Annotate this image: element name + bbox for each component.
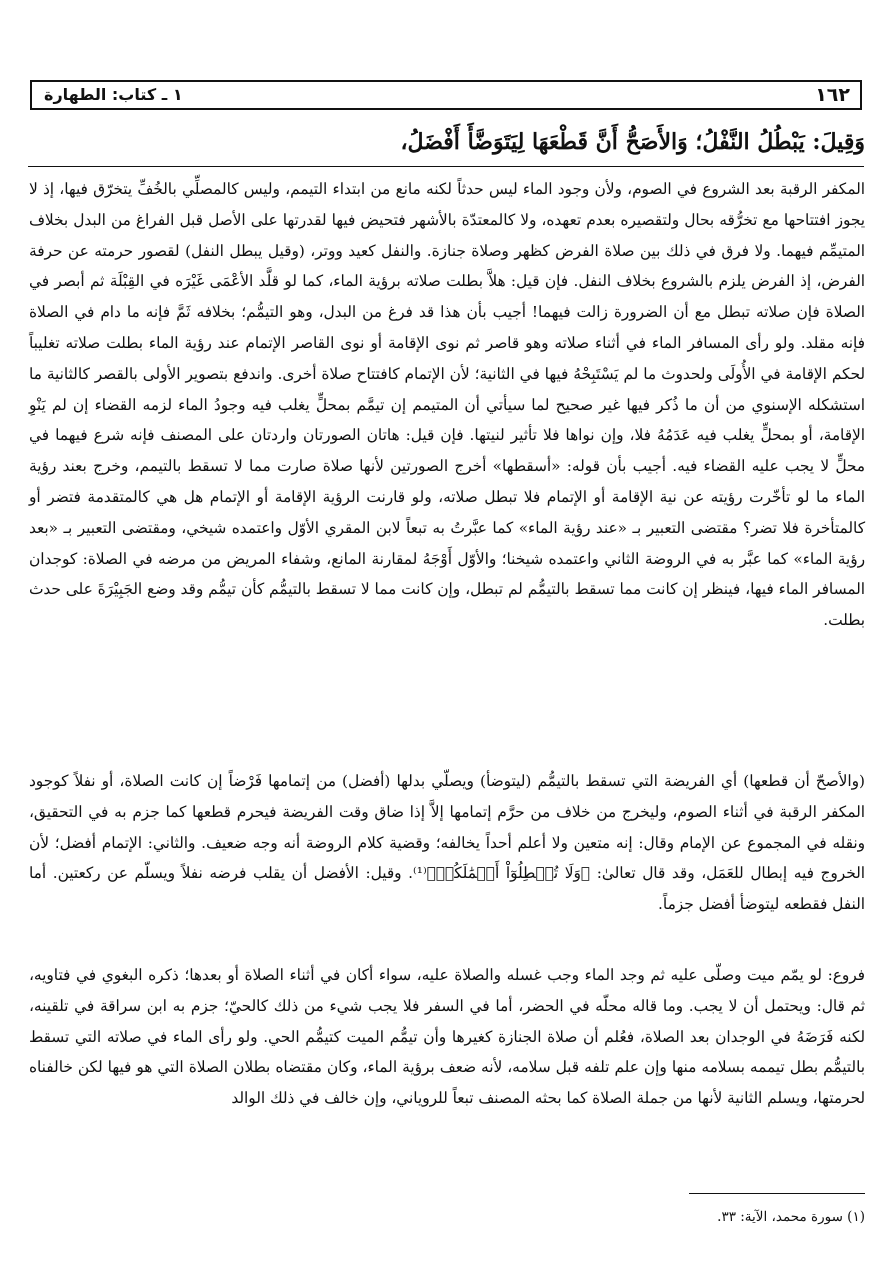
commentary-paragraph-3: فروع: لو يمّم ميت وصلّى عليه ثم وجد الماء وجب غسله والصلاة عليه، سواء أكان في أثناء الصلاة أو بعدها؛ ذكره البغوي في فتاويه، ثم قال: ويحتمل أن لا يجب. وما قاله محلّه في الحضر، أما في السفر فلا يجب شيء من ذلك كالحيّ؛ جزم به ابن سراقة في تلقينه، لكنه فَرَضَهُ في الوجدان بعد الصلاة، فعُلم أن صلاة الجنازة كغيرها وأن تيمُّم الميت كتيمُّم الحي. ولو رأى الماء في صلاته التي تسقط بالتيمُّم بطل تيممه بسلامه منها وإن علم تلفه قبل سلامه، لأنه ضعف برؤية الماء، وكان مقتضاه بطلان الصلاة التي هو فيها لكن خالفناه لحرمتها، ويسلم الثانية لأنها من جملة الصلاة كما بحثه المصنف تبعاً للروياني، وإن خالف في ذلك الوالد bbox=[29, 966, 865, 1108]
matn-divider bbox=[28, 166, 864, 167]
footnote-divider bbox=[689, 1193, 865, 1194]
footnote: (١) سورة محمد، الآية: ٣٣. bbox=[717, 1209, 865, 1225]
book-title: ١ ـ كتاب: الطهارة bbox=[44, 85, 183, 104]
commentary-paragraph-2: (والأصحّ أن قطعها) أي الفريضة التي تسقط بالتيمُّم (ليتوضأ) ويصلّي بدلها (أفضل) من إتمامها فَرْضاً إن كانت الصلاة، أو نفلاً كوجود المكفر الرقبة في أثناء الصوم، وليخرج من خلاف من حرَّم إتمامها إلاَّ إذا ضاق وقت الفريضة فيحرم قطعها كما جزم به في التحقيق، ونقله في المجموع عن الإمام وقال: إنه متعين ولا أعلم أحداً يخالفه؛ وقضية كلام الروضة أنه وجه ضعيف. والثاني: الإتمام أفضل؛ لأن الخروج فيه إبطال للعَمَل، وقد قال تعالىٰ: ﴿وَلَا تُبۡطِلُوٓاْ أَعۡمَٰلَكُمۡ﴾⁽¹⁾. وقيل: الأفضل أن يقلب فرضه نفلاً ويسلّم عن ركعتين. أما النفل فقطعه ليتوضأ أفضل جزماً. bbox=[29, 772, 865, 914]
commentary-paragraph-1: المكفر الرقبة بعد الشروع في الصوم، ولأن وجود الماء ليس حدثاً لكنه مانع من ابتداء التيمم، وليس كالمصلِّي بالخُفِّ يتخرّق فيها، إذ لا يجوز افتتاحها مع تخرُّقه بحال ولتقصيره بعدم تعهده، ولا كالمعتدّة بالأشهر فتحيض فيها لقدرتها على الأصل قبل الفراغ من البدل بخلاف المتيمِّم فيهما. ولا فرق في ذلك بين صلاة الفرض كظهر وصلاة جنازة. والنفل كعيد ووتر، (وقيل يبطل النفل) لقصور حرمته عن حرفة الفرض، إذ الفرض يلزم بالشروع بخلاف النفل. فإن قيل: هلاَّ بطلت صلاته برؤية الماء، كما لو قلَّد الأعْمَى غَيْرَه في القِبْلَة ثم أبصر في الصلاة فإن صلاته تبطل مع أن الضرورة زالت فيهما! أجيب بأن هذا قد فرغ من البدل، وهو التيمُّم؛ بخلافه ثَمَّ فإنه ما دام في الصلاة فإنه مقلد. ولو رأى المسافر الماء في أثناء صلاته وهو قاصر ثم نوى الإقامة أو نوى القاصر الإتمام عند رؤية الماء بطلت صلاته تغليباً لحكم الإقامة في الأُولَى ولحدوث ما لم يَسْتَبِحْهُ فيها في الثانية؛ لأن الإتمام كافتتاح صلاة أخرى. واندفع بتصوير الأولى بالقصر كالثانية ما استشكله الإسنوي من أن ما ذُكر فيها غير صحيح لما سيأتي أن المتيمم إن تيمَّم بمحلٍّ يغلب فيه وجودُ الماء لزمه القضاء إن لم يَنْوِ الإقامة، أو بمحلٍّ يغلب فيه عَدَمُهُ فلا، وإن نواها فلا تأثير لنيتها. فإن قيل: هاتان الصورتان واردتان على المصنف فإنه شرع فيهما في محلٍّ لا يجب عليه القضاء فيه. أجيب بأن قوله: «أسقطها» أخرج الصورتين لأنها صلاة صارت مما لا تسقط بالتيمم، وخرج بعند رؤية الماء ما لو تأخّرت رؤيته عن نية الإقامة أو الإتمام فلا تبطل صلاته، ولو قارنت الرؤية الإقامة أو الإتمام هل هي كالمتقدمة فتضر أو كالمتأخرة فلا تضر؟ مقتضى التعبير بـ «عند رؤية الماء» كما عبَّرتُ به تبعاً لابن المقري الأوّل واعتمده شيخي، ومقتضى التعبير بـ «بعد رؤية الماء» كما عبَّر به في الروضة الثاني واعتمده شيخنا؛ والأوّل أَوْجَهُ لمقارنة المانع، وشفاء المريض من مرضه في الصلاة: كوجدان المسافر الماء فيها، فينظر إن كانت مما تسقط بالتيمُّم لم تبطل، وإن كانت مما لا تسقط بالتيمُّم كأن تيمُّم وقد وضع الجَبِيْرَةَ على حدث بطلت. bbox=[29, 180, 865, 630]
page-number: ١٦٢ bbox=[815, 84, 850, 106]
matn-text: وَقِيلَ: يَبْطُلُ النَّفْلُ؛ وَالأَصَحُّ أَنَّ قَطْعَهَا لِيَتَوَضَّأَ أَفْضَلُ، bbox=[400, 129, 865, 155]
running-header bbox=[30, 80, 862, 110]
